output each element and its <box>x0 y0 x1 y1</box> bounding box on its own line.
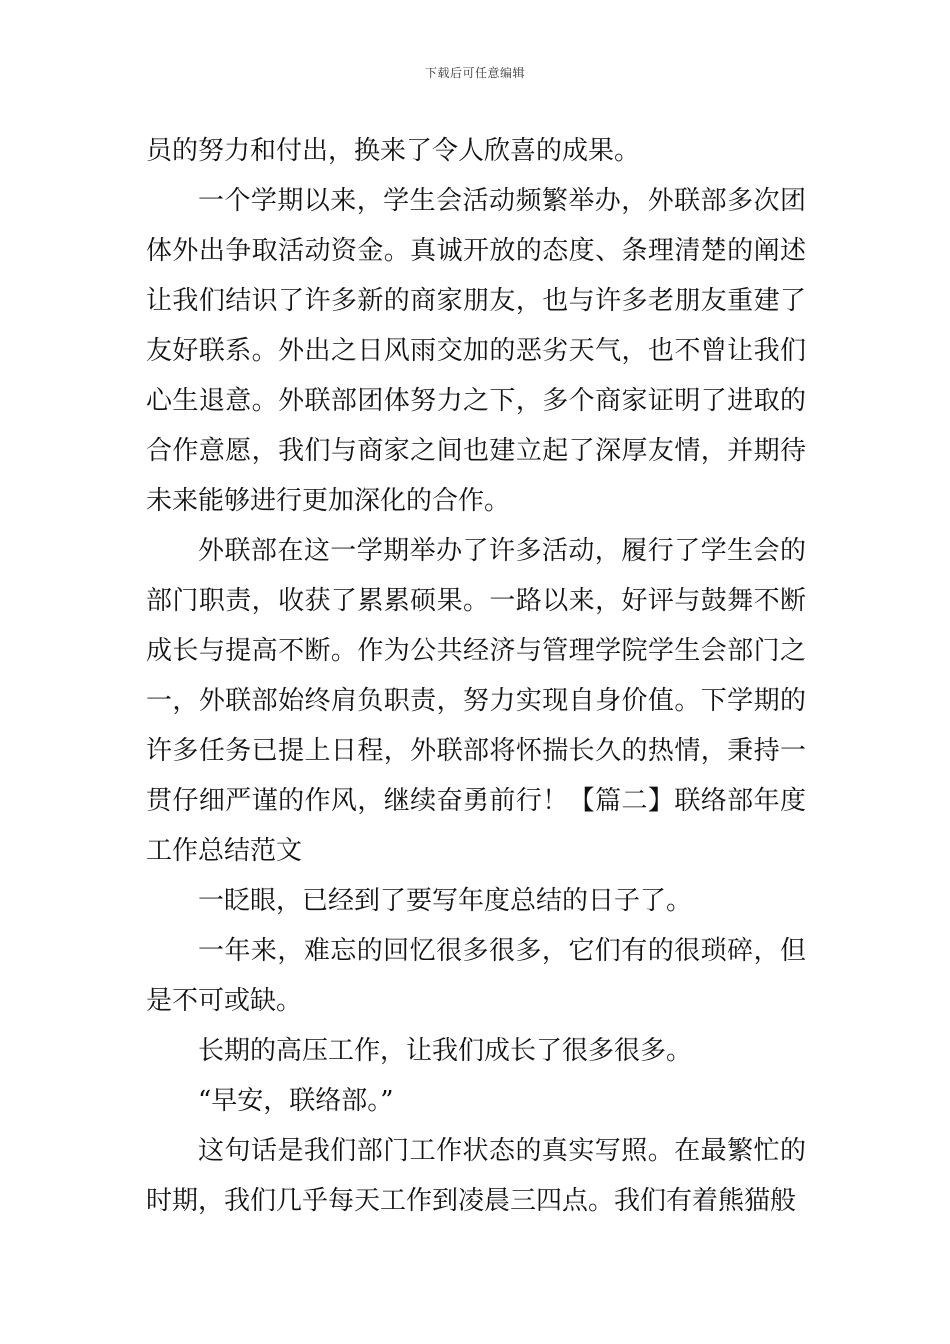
paragraph-2: 一个学期以来，学生会活动频繁举办，外联部多次团体外出争取活动资金。真诚开放的态度、条理清楚的阐述让我们结识了许多新的商家朋友，也与许多老朋友重建了友好联系。外出之日风雨交加的恶劣天气，也不曾让我们心生退意。外联部团体努力之下，多个商家证明了进取的合作意愿，我们与商家之间也建立起了深厚友情，并期待未来能够进行更加深化的合作。 <box>146 186 806 516</box>
paragraph-1: 员的努力和付出，换来了令人欣喜的成果。 <box>146 136 641 166</box>
paragraph-8: 这句话是我们部门工作状态的真实写照。在最繁忙的时期，我们几乎每天工作到凌晨三四点。我们有着熊猫般 <box>146 1136 806 1216</box>
document-body <box>146 126 806 1226</box>
paragraph-5: 一年来，难忘的回忆很多很多，它们有的很琐碎，但是不可或缺。 <box>146 936 806 1016</box>
paragraph-4: 一眨眼，已经到了要写年度总结的日子了。 <box>198 886 693 916</box>
page-header: 下载后可任意编辑 <box>424 66 525 80</box>
paragraph-7: “早安，联络部。” <box>198 1086 394 1116</box>
paragraph-3: 外联部在这一学期举办了许多活动，履行了学生会的部门职责，收获了累累硕果。一路以来，好评与鼓舞不断成长与提高不断。作为公共经济与管理学院学生会部门之一，外联部始终肩负职责，努力实现自身价值。下学期的许多任务已提上日程，外联部将怀揣长久的热情，秉持一贯仔细严谨的作风，继续奋勇前行！【篇二】联络部年度工作总结范文 <box>146 536 806 866</box>
paragraph-6: 长期的高压工作，让我们成长了很多很多。 <box>198 1036 693 1066</box>
